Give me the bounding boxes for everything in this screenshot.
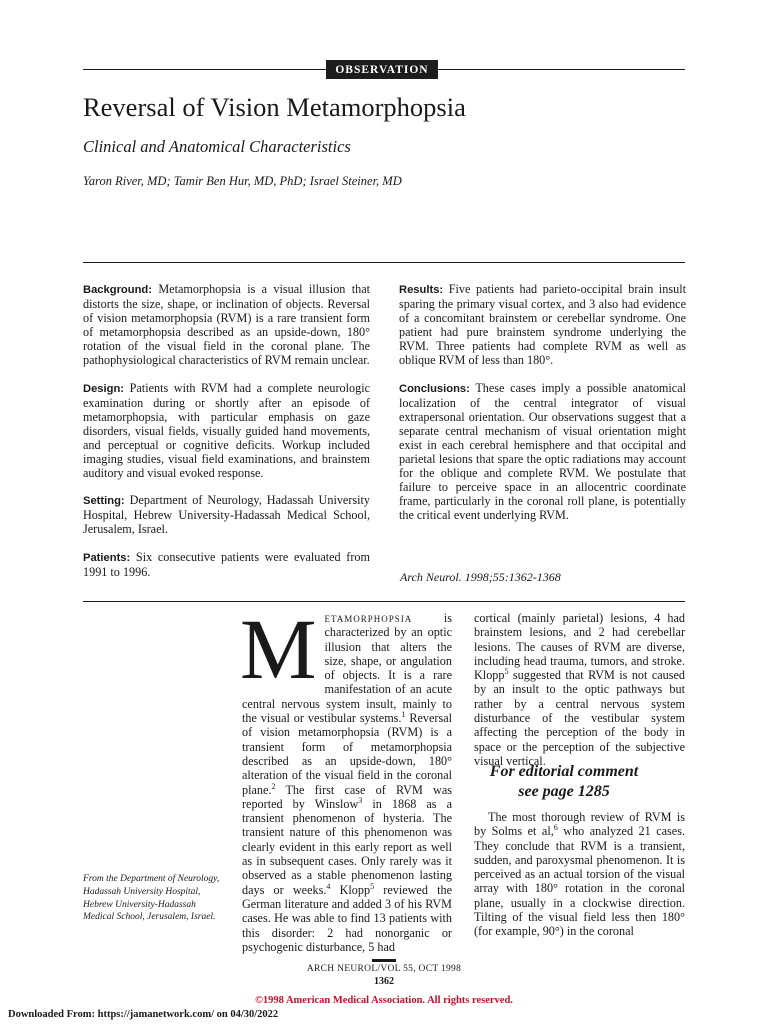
- abstract-design: [83, 381, 370, 481]
- editorial-comment-callout: [484, 762, 644, 802]
- ref-6: 6: [553, 823, 558, 833]
- header-rule-right: [438, 69, 685, 70]
- footer-journal-info: ARCH NEUROL/VOL 55, OCT 1998: [306, 964, 462, 974]
- journal-citation: Arch Neurol. 1998;55:1362-1368: [400, 570, 561, 584]
- abstract-background: [83, 282, 370, 368]
- col2-text-d: who analyzed 21 cases. They conclude that RVM is a transient, sudden, and paroxysmal phenomenon. It is perceived as an actual torsion of the visual array with 180° rotation in the coronal plane, usually in a clockwise direction. Tilting of the visual field less then 180° (for example, 90°) in the coronal: [474, 824, 685, 939]
- results-label: Results:: [399, 284, 444, 296]
- affiliation-note: From the Department of Neurology, Hadassah University Hospital, Hebrew University-Hadassah Medical School, Jerusalem, Israel.: [83, 874, 220, 923]
- body-column-2-bottom: [474, 810, 685, 939]
- col1-text-c: The first case of RVM was reported by Winslow: [242, 782, 452, 811]
- download-notice: Downloaded From: https://jamanetwork.com/ on 04/30/2022: [8, 1009, 279, 1020]
- background-label: Background:: [83, 284, 152, 296]
- page-number: 1362: [374, 976, 394, 987]
- patients-label: Patients:: [83, 551, 131, 564]
- col2-text-b: suggested that RVM is not caused by an insult to the optic pathways but rather by a central nervous system disturbance of the vestibular system affecting the perception of the body in space or the perception of the subjective visual vertical.: [474, 668, 685, 768]
- background-text: Metamorphopsia is a visual illusion that distorts the size, shape, or inclination of objects. Reversal of vision metamorphopsia (RVM) is a rare transient form of metamorphopsia described as an upside-down, 180° rotation of the visual field in the coronal plane. The pathophysiological characteristics of RVM remain unclear.: [83, 282, 370, 368]
- editorial-line-1: For editorial comment: [489, 763, 639, 780]
- ref-5: 5: [370, 881, 375, 891]
- ref-5b: 5: [504, 667, 509, 677]
- setting-label: Setting:: [83, 495, 125, 508]
- abstract-setting: [83, 493, 370, 536]
- col2-text-c: The most thorough review of RVM is by Solms et al,: [474, 810, 685, 839]
- copyright-notice: ©1998 American Medical Association. All rights reserved.: [255, 995, 513, 1006]
- body-column-1: [240, 601, 453, 954]
- conclusions-label: Conclusions:: [399, 382, 470, 395]
- conclusions-text: These cases imply a possible anatomical localization of the central integrator of visual extrapersonal orientation. Our observations suggest that a separate central mechanism of visual orientation might exist in each cerebral hemisphere and that occipital and parietal lesions that spare the optic radiations may account for the oblique and complete RVM. We postulate that failure to perceive space in an allocentric coordinate frame, particularly in the coronal roll plane, is potentially the critical event underlying RVM.: [399, 380, 686, 523]
- drop-cap: M: [240, 601, 317, 697]
- col2-text-a: cortical (mainly parietal) lesions, 4 had brainstem lesions, and 2 had cerebellar lesions. The causes of RVM are diverse, including head trauma, tumors, and stroke. Klopp: [474, 611, 685, 683]
- footer-tick-mark: [372, 959, 396, 962]
- ref-1: 1: [401, 710, 406, 720]
- col1-text-b: Reversal of vision metamorphopsia (RVM) is a transient form of metamorphopsia described as an upside-down, 180° alteration of the visual field in the coronal plane.: [242, 711, 453, 797]
- abstract-right-column: [399, 282, 686, 536]
- section-badge: OBSERVATION: [326, 60, 438, 79]
- abstract-results: [399, 282, 686, 368]
- article-subtitle: Clinical and Anatomical Characteristics: [83, 137, 351, 156]
- header-rule-left: [83, 69, 326, 70]
- ref-2: 2: [271, 781, 276, 791]
- design-text: Patients with RVM had a complete neurologic examination during or shortly after an episode of metamorphopsia, with particular emphasis on gaze disorders, visual fields, visually guided hand movements, and perceptual or cognitive deficits. Workup included imaging studies, visual field examinations, and brainstem auditory and visual evoked response.: [83, 380, 370, 481]
- abstract-top-rule: [83, 262, 685, 263]
- abstract-patients: [83, 550, 370, 579]
- col1-text-d: in 1868 as a transient phenomenon of hysteria. The transient nature of this phenomenon was clearly evident in this early report as well as in subsequent cases. Only rarely was it observed as a stable phenomenon lasting days or weeks.: [242, 796, 453, 897]
- patients-text: Six consecutive patients were evaluated from 1991 to 1996.: [83, 549, 370, 579]
- abstract-conclusions: [399, 381, 686, 523]
- ref-3: 3: [358, 795, 363, 805]
- col1-text-f: reviewed the German literature and added 3 of his RVM cases. He was able to find 13 patients with this disorder: 2 had nonorganic or psychogenic disturbance, 5 had: [242, 882, 453, 954]
- body-column-2-top: [474, 611, 685, 768]
- article-title: Reversal of Vision Metamorphopsia: [83, 92, 466, 122]
- lead-smallcaps: etamorphopsia: [324, 611, 413, 625]
- design-label: Design:: [83, 382, 125, 395]
- col1-text-a: is characterized by an optic illusion that alters the size, shape, or angulation of objects. It is a rare manifestation of an acute central nervous system insult, mainly to the visual or vestibular systems.: [242, 611, 452, 726]
- results-text: Five patients had parieto-occipital brain insult sparing the primary visual cortex, and 3 also had evidence of a concomitant brainstem or cerebellar syndrome. One patient had pure brainstem syndrome underlying the RVM. Three patients had complete RVM as well as oblique RVM of less than 180°.: [399, 282, 686, 368]
- author-list: Yaron River, MD; Tamir Ben Hur, MD, PhD; Israel Steiner, MD: [83, 174, 402, 188]
- ref-4: 4: [326, 881, 331, 891]
- col1-text-e: Klopp: [330, 882, 371, 897]
- editorial-line-2: see page 1285: [518, 783, 610, 800]
- setting-text: Department of Neurology, Hadassah University Hospital, Hebrew University-Hadassah Medical School, Jerusalem, Israel.: [83, 493, 370, 537]
- abstract-left-column: [83, 282, 370, 592]
- body-top-rule: [83, 601, 685, 602]
